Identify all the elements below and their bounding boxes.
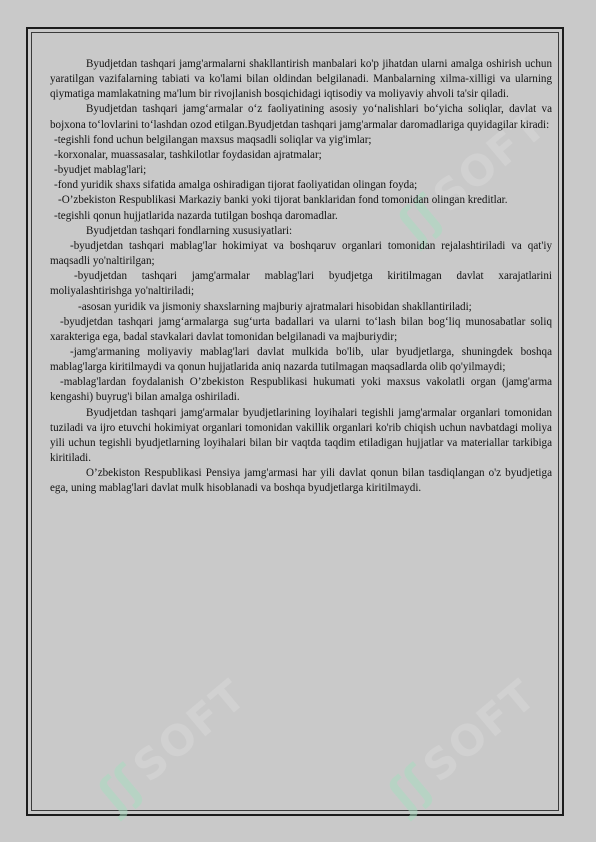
list-item: -korxonalar, muassasalar, tashkilotlar foydasidan ajratmalar; [54, 148, 322, 161]
document-body [50, 57, 552, 497]
list-item: -fond yuridik shaxs sifatida amalga oshiradigan tijorat faoliyatidan olingan foyda; [54, 179, 418, 192]
list-item: -mablag'lardan foydalanish O’zbekiston Respublikasi hukumati yoki maxsus vakolatli organ (jamg'arma kengashi) buyrug'i bilan amalga oshiriladi. [50, 376, 552, 404]
watermark-text: SOFT [123, 669, 256, 792]
list-item: -byudjetdan tashqari jamg‘armalarga sug‘urta badallari va ularni to‘lash bilan bog‘liq munosabatlar soliq xarakteriga ega, badal stavkalari davlat tomonidan belgilanadi va majburiydir; [50, 315, 552, 343]
paragraph: Byudjetdan tashqari jamg'armalarni shakllantirish manbalari ko'p jihatdan ularni amalga oshirish uchun yaratilgan vazifalarning tabiati va ko'lami bilan oldindan belgilanadi. Manbalarning xilma-xilligi va ularning qiymatiga mamlakatning ma'lum bir rivojlanish bosqichidagi iqtisodiy va moliyaviy ahvoli ta'sir qiladi. [50, 58, 552, 101]
list-item: -jamg'armaning moliyaviy mablag'lari davlat mulkida bo'lib, ular byudjetlarga, shuningdek boshqa mablag'larga kiritilmaydi va qonun hujjatlarida aniq nazarda tutilmagan maqsadlarda olib qo'yilmaydi; [50, 345, 552, 374]
watermark-logo-icon: ʃʃ [88, 755, 152, 822]
watermark-logo-icon: ʃʃ [378, 755, 442, 822]
paragraph: Byudjetdan tashqari jamg'armalar byudjetlarining loyihalari tegishli jamg'armalar organlari tomonidan tuziladi va ijro etuvchi hokimiyat organlari tomonidan vakillik organlari ko'rib chiqish uchun navbatdagi moliya yili uchun tegishli byudjetlarning loyihalari bilan bir vaqtda taqdim etiladigan hujjatlar va materiallar tarkibiga kiritiladi. [50, 406, 552, 465]
watermark-text: SOFT [423, 99, 556, 222]
section-heading: Byudjetdan tashqari fondlarning xususiyatlari: [86, 224, 293, 237]
list-item: -byudjetdan tashqari jamg'armalar mablag'lari byudjetga kiritilmagan davlat xarajatlarini moliyalashtirishga yo'naltiriladi; [50, 270, 552, 298]
list-item: -O’zbekiston Respublikasi Markaziy banki yoki tijorat banklaridan fond tomonidan olingan kreditlar. [58, 194, 508, 207]
list-item: -asosan yuridik va jismoniy shaxslarning majburiy ajratmalari hisobidan shakllantiriladi; [78, 300, 472, 313]
list-item: -tegishli qonun hujjatlarida nazarda tutilgan boshqa daromadlar. [54, 209, 338, 222]
list-item: -byudjet mablag'lari; [54, 164, 147, 177]
paragraph: Byudjetdan tashqari jamg‘armalar o‘z faoliyatining asosiy yo‘nalishlari bo‘yicha soliqlar, davlat va bojxona to‘lovlarini to‘lashdan ozod etilgan.Byudjetdan tashqari jamg'armalar daromadlariga quyidagilar kiradi: [50, 103, 552, 131]
paragraph: O’zbekiston Respublikasi Pensiya jamg'armasi har yili davlat qonun bilan tasdiqlangan o'z byudjetiga ega, uning mablag'lari davlat mulk hisoblanadi va boshqa byudjetlarga kiritilmaydi. [50, 467, 552, 495]
watermark-logo-icon: ʃʃ [388, 185, 452, 252]
list-item: -tegishli fond uchun belgilangan maxsus maqsadli soliqlar va yig'imlar; [54, 133, 372, 146]
list-item: -byudjetdan tashqari mablag'lar hokimiyat va boshqaruv organlari tomonidan rejalashtiriladi va qat'iy maqsadli yo'naltirilgan; [50, 239, 552, 268]
watermark-text: SOFT [413, 669, 546, 792]
